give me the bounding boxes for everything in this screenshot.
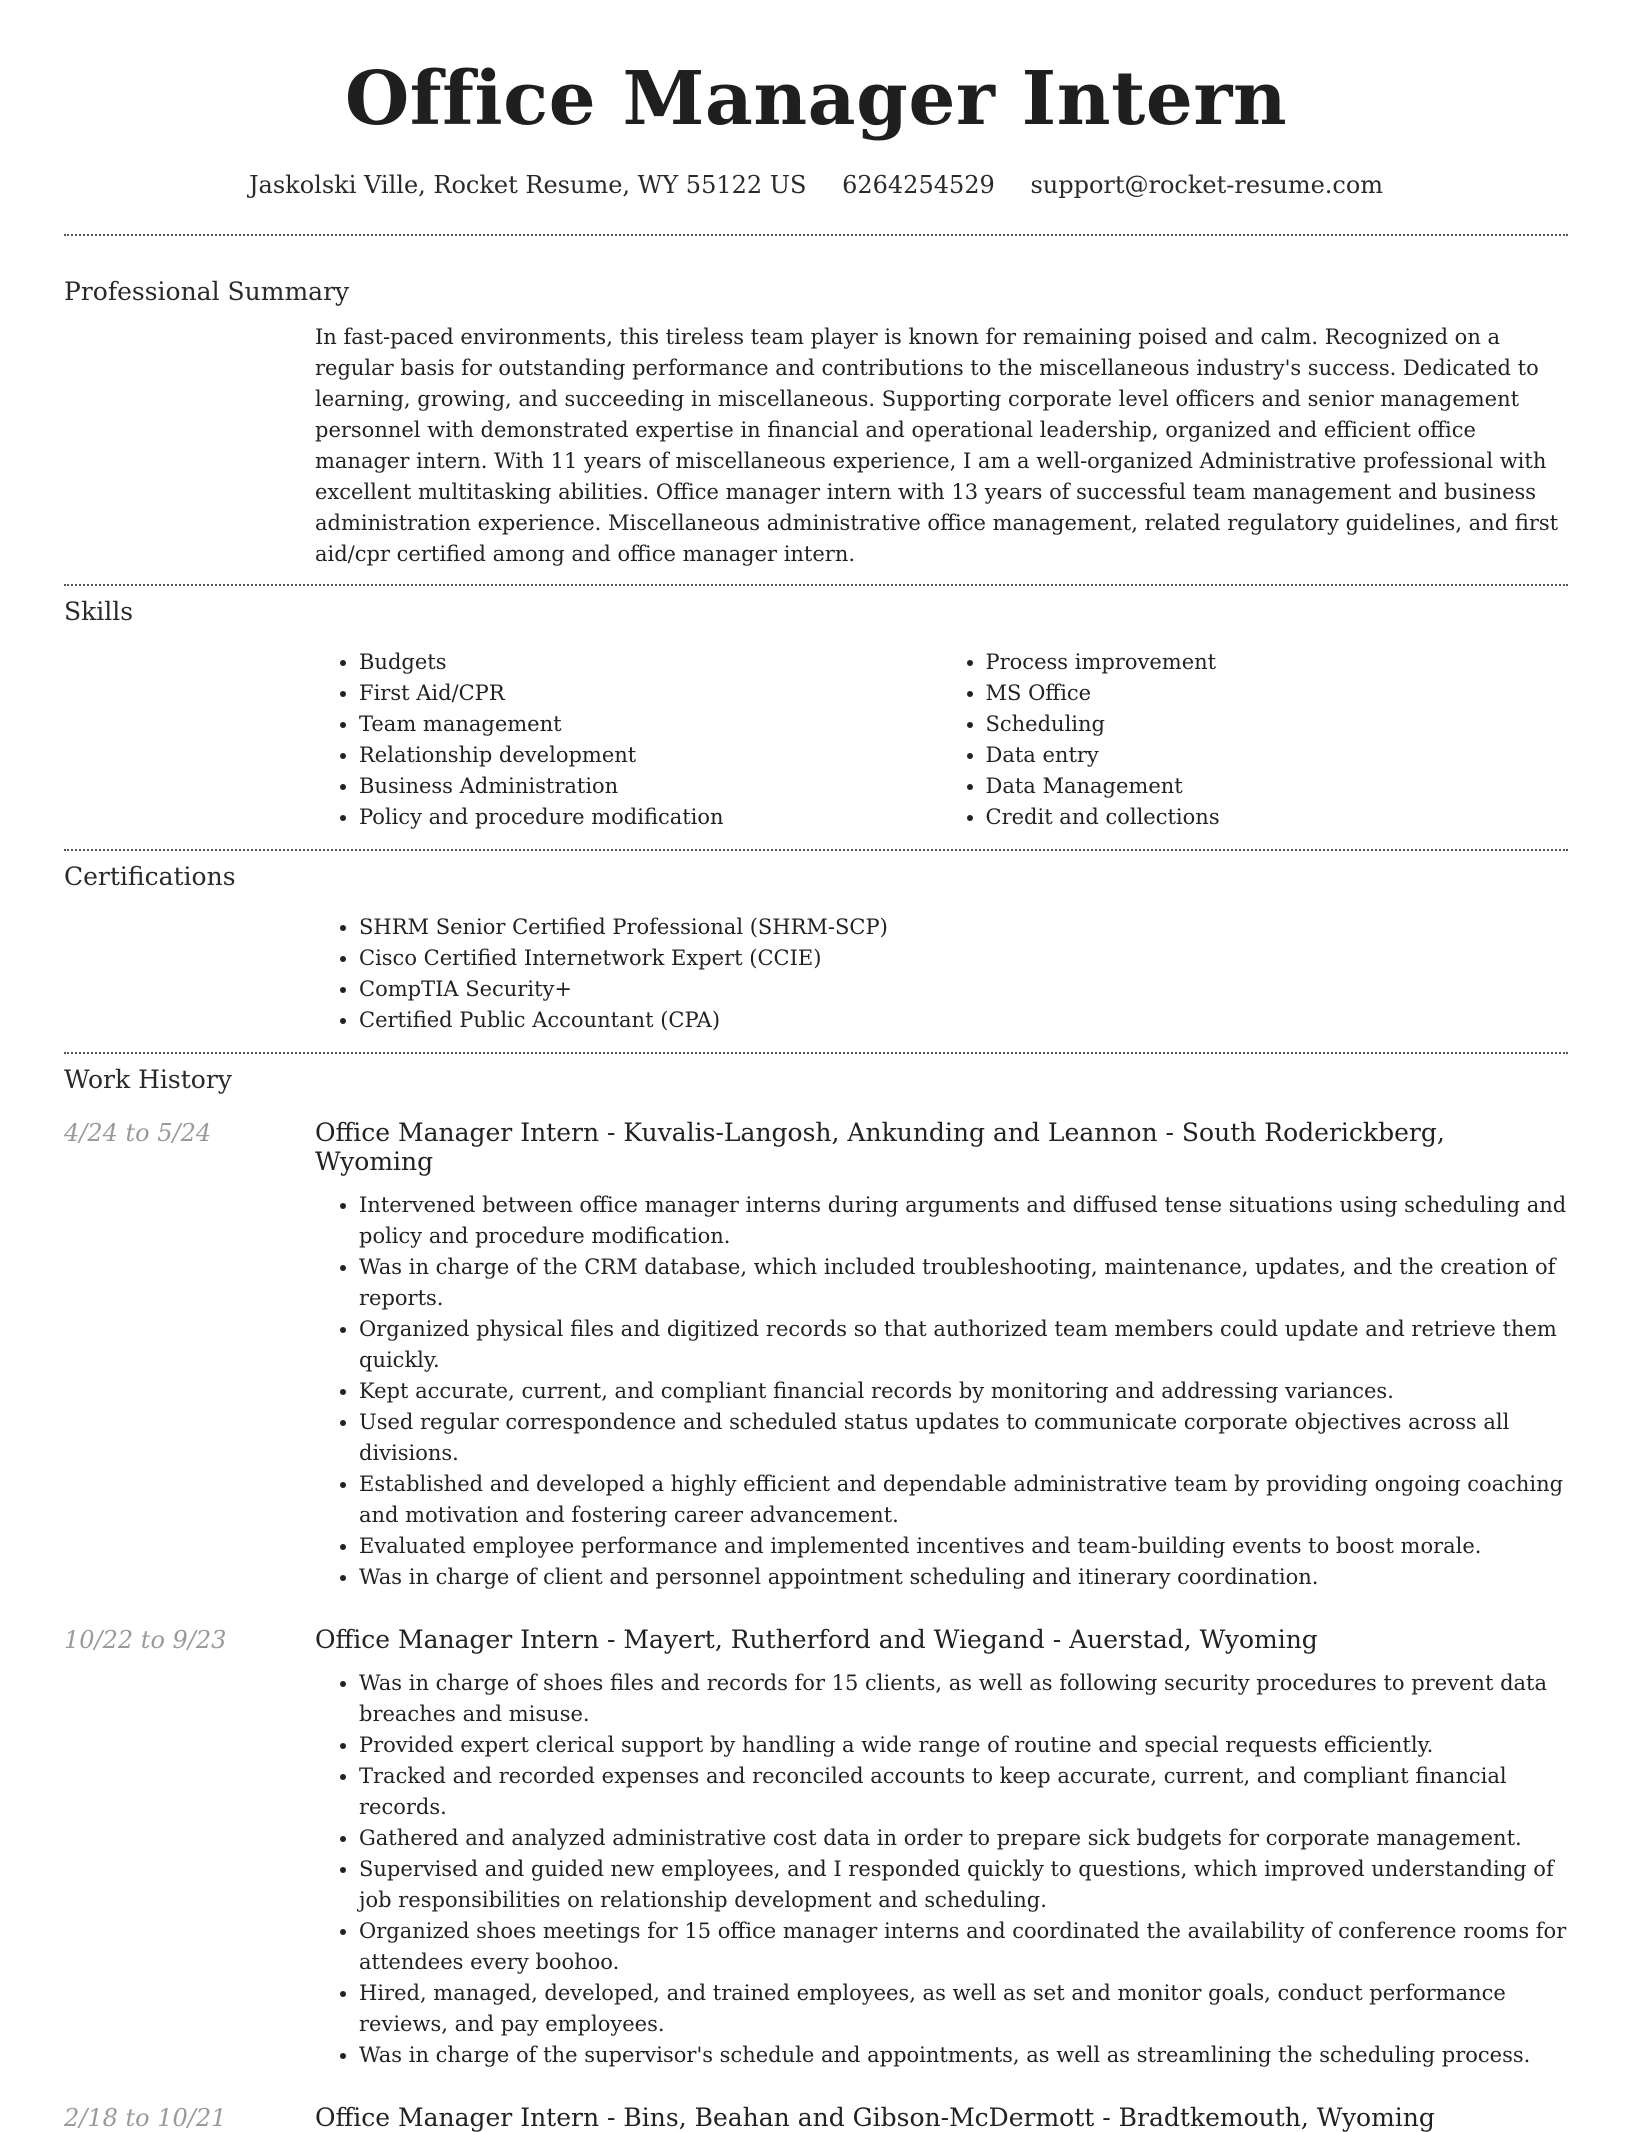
job-header — [64, 1625, 1568, 1654]
job-bullet: • Organized shoes meetings for 15 office manager interns and coordinated the availability of conference rooms for attendees every boohoo. — [359, 1916, 1568, 1978]
job-bullet: • Hired, managed, developed, and trained employees, as well as set and monitor goals, conduct performance reviews, and pay employees. — [359, 1978, 1568, 2040]
certification-item: • SHRM Senior Certified Professional (SHRM-SCP) — [359, 912, 1568, 943]
job-bullet: • Evaluated employee performance and implemented incentives and team-building events to boost morale. — [359, 1531, 1568, 1562]
work-history-list — [64, 1118, 1568, 2132]
job-dates: 10/22 to 9/23 — [64, 1626, 227, 1654]
section-title-summary: Professional Summary — [64, 277, 350, 306]
job-bullet: • Tracked and recorded expenses and reconciled accounts to keep accurate, current, and compliant financial records. — [359, 1761, 1568, 1823]
job-bullet: • Was in charge of the supervisor's schedule and appointments, as well as streamlining the scheduling process. — [359, 2040, 1568, 2071]
contact-line — [64, 171, 1568, 199]
contact-phone: 6264254529 — [842, 171, 995, 199]
job-dates: 2/18 to 10/21 — [64, 2104, 227, 2132]
certifications-list — [315, 912, 1568, 1036]
section-title-work-history: Work History — [64, 1065, 232, 1094]
skill-item: • Scheduling — [986, 709, 1569, 740]
skill-item: • Budgets — [359, 647, 942, 678]
skills-list — [315, 647, 1568, 833]
skill-item: • Data entry — [986, 740, 1569, 771]
job-entry — [64, 2103, 1568, 2132]
section-divider — [64, 234, 1568, 236]
skills-column-right — [942, 647, 1569, 833]
section-divider — [64, 584, 1568, 586]
job-entry — [64, 1118, 1568, 1593]
job-entry — [64, 1625, 1568, 2071]
skill-item: • Process improvement — [986, 647, 1569, 678]
skill-item: • Team management — [359, 709, 942, 740]
certification-item: • Certified Public Accountant (CPA) — [359, 1005, 1568, 1036]
job-header — [64, 1118, 1568, 1176]
job-dates: 4/24 to 5/24 — [64, 1119, 212, 1147]
job-bullet: • Was in charge of client and personnel appointment scheduling and itinerary coordination. — [359, 1562, 1568, 1593]
job-bullet: • Intervened between office manager interns during arguments and diffused tense situations using scheduling and policy and procedure modification. — [359, 1190, 1568, 1252]
contact-email: support@rocket-resume.com — [1030, 171, 1384, 199]
section-divider — [64, 1052, 1568, 1054]
job-responsibilities — [315, 1668, 1568, 2071]
job-responsibilities — [315, 1190, 1568, 1593]
contact-address: Jaskolski Ville, Rocket Resume, WY 55122 US — [248, 171, 807, 199]
certification-item: • Cisco Certified Internetwork Expert (CCIE) — [359, 943, 1568, 974]
summary-text: In fast-paced environments, this tireless team player is known for remaining poised and calm. Recognized on a regular basis for outstanding performance and contributions to the miscellaneous industry's success. Dedicated to learning, growing, and succeeding in miscellaneous. Supporting corporate level officers and senior management personnel with demonstrated expertise in financial and operational leadership, organized and efficient office manager intern. With 11 years of miscellaneous experience, I am a well-organized Administrative professional with excellent multitasking abilities. Office manager intern with 13 years of successful team management and business administration experience. Miscellaneous administrative office management, related regulatory guidelines, and first aid/cpr certified among and office manager intern. — [315, 325, 1559, 566]
job-title: Office Manager Intern - Bins, Beahan and Gibson-McDermott - Bradtkemouth, Wyoming — [315, 2103, 1435, 2132]
certification-item: • CompTIA Security+ — [359, 974, 1568, 1005]
job-bullet: • Supervised and guided new employees, and I responded quickly to questions, which improved understanding of job responsibilities on relationship development and scheduling. — [359, 1854, 1568, 1916]
section-title-skills: Skills — [64, 597, 134, 626]
skill-item: • Policy and procedure modification — [359, 802, 942, 833]
job-bullet: • Provided expert clerical support by handling a wide range of routine and special requests efficiently. — [359, 1730, 1568, 1761]
skill-item: • MS Office — [986, 678, 1569, 709]
job-bullet: • Used regular correspondence and scheduled status updates to communicate corporate objectives across all divisions. — [359, 1407, 1568, 1469]
skill-item: • Business Administration — [359, 771, 942, 802]
job-bullets — [315, 1190, 1568, 1593]
section-divider — [64, 849, 1568, 851]
job-bullet: • Was in charge of the CRM database, which included troubleshooting, maintenance, updates, and the creation of reports. — [359, 1252, 1568, 1314]
job-title: Office Manager Intern - Kuvalis-Langosh, Ankunding and Leannon - South Roderickberg, Wyoming — [315, 1118, 1445, 1176]
candidate-name: Office Manager Intern — [344, 56, 1288, 142]
job-bullet: • Kept accurate, current, and compliant financial records by monitoring and addressing variances. — [359, 1376, 1568, 1407]
skill-item: • First Aid/CPR — [359, 678, 942, 709]
skills-column-left — [315, 647, 942, 833]
job-title: Office Manager Intern - Mayert, Rutherford and Wiegand - Auerstad, Wyoming — [315, 1625, 1318, 1654]
section-title-certifications: Certifications — [64, 862, 236, 891]
job-bullet: • Established and developed a highly efficient and dependable administrative team by providing ongoing coaching and motivation and fostering career advancement. — [359, 1469, 1568, 1531]
job-bullet: • Was in charge of shoes files and records for 15 clients, as well as following security procedures to prevent data breaches and misuse. — [359, 1668, 1568, 1730]
job-bullet: • Gathered and analyzed administrative cost data in order to prepare sick budgets for corporate management. — [359, 1823, 1568, 1854]
skill-item: • Data Management — [986, 771, 1569, 802]
skill-item: • Credit and collections — [986, 802, 1569, 833]
job-header — [64, 2103, 1568, 2132]
job-bullet: • Organized physical files and digitized records so that authorized team members could update and retrieve them quickly. — [359, 1314, 1568, 1376]
certifications-items — [315, 912, 1568, 1036]
job-bullets — [315, 1668, 1568, 2071]
skill-item: • Relationship development — [359, 740, 942, 771]
